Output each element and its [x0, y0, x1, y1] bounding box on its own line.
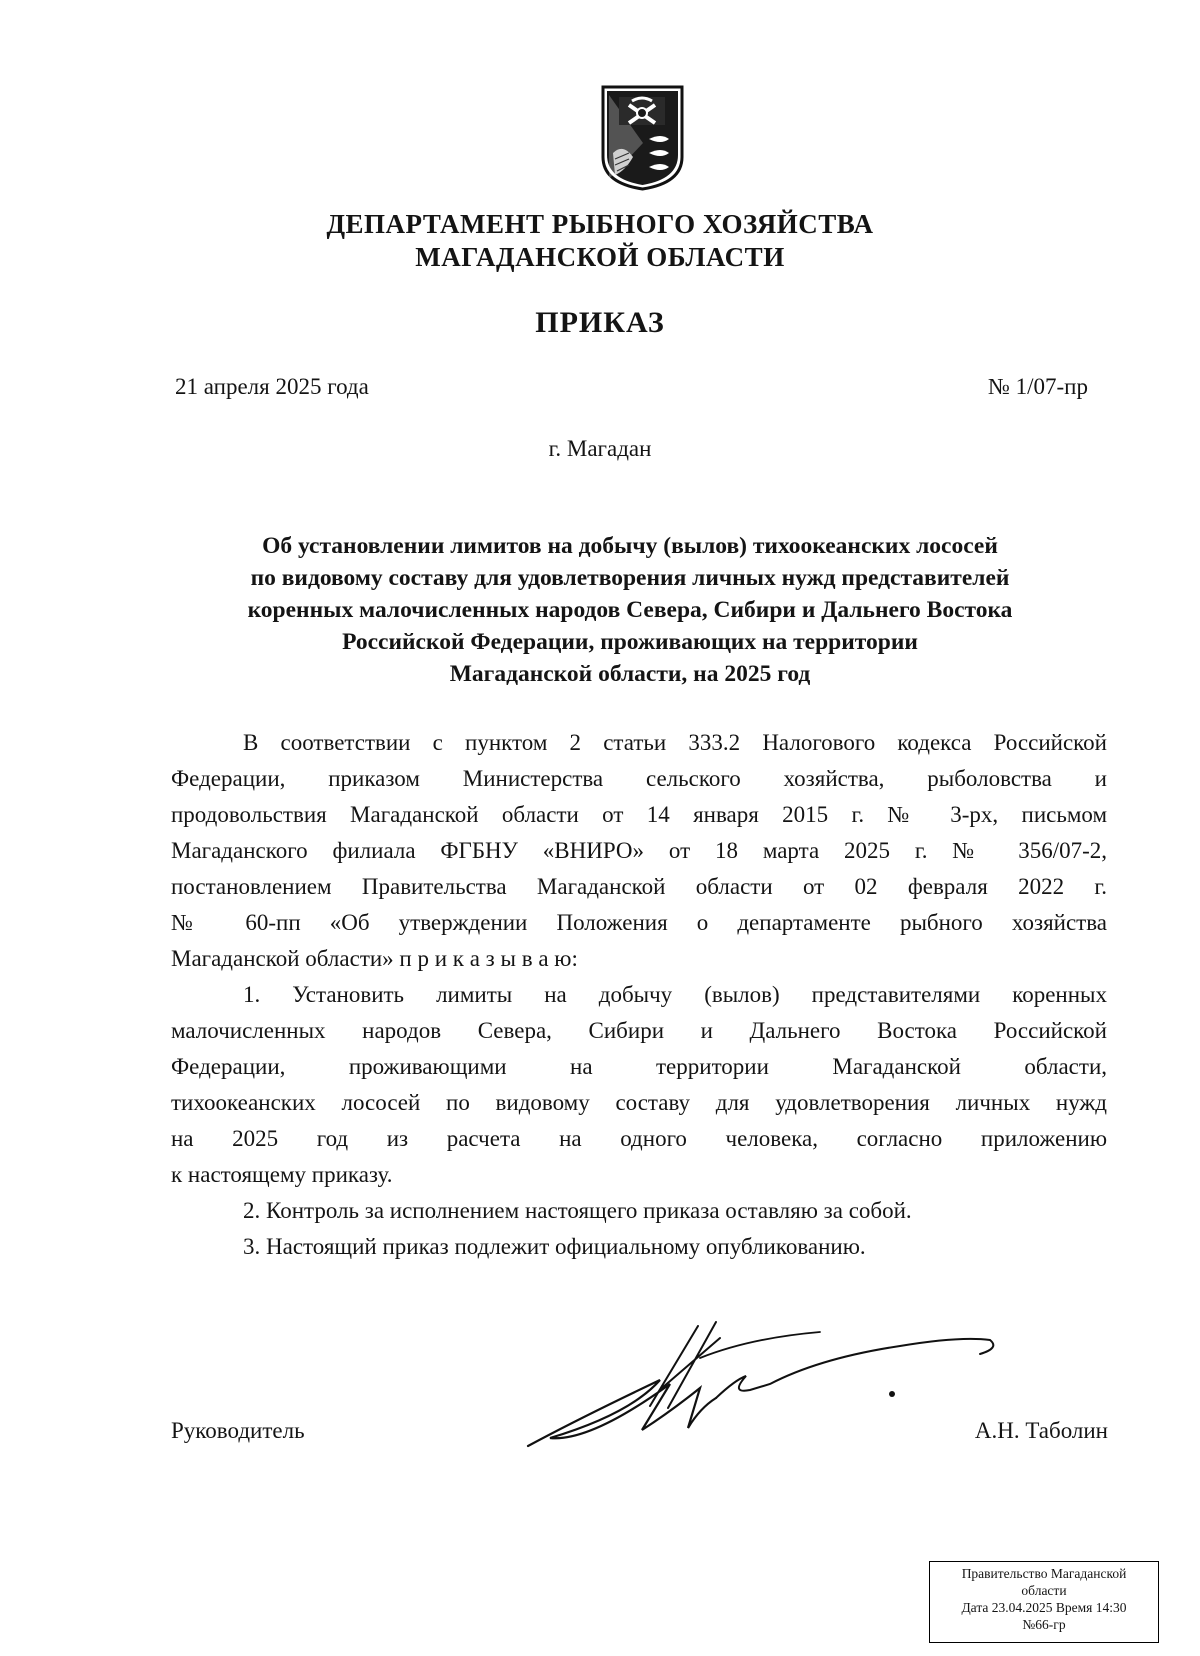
item1-line: Федерации, проживающими на территории Магаданской области,	[171, 1054, 1107, 1079]
preamble-line: № 60-пп «Об утверждении Положения о департаменте рыбного хозяйства	[171, 910, 1107, 935]
preamble-line: Федерации, приказом Министерства сельского хозяйства, рыболовства и	[171, 766, 1107, 791]
preamble-line: Магаданского филиала ФГБНУ «ВНИРО» от 18 марта 2025 г. № 356/07-2,	[171, 838, 1107, 863]
stamp-line: Правительство Магаданской	[961, 1566, 1127, 1581]
department-name-line1: ДЕПАРТАМЕНТ РЫБНОГО ХОЗЯЙСТВА	[326, 209, 874, 239]
item1-line: к настоящему приказу.	[171, 1162, 393, 1187]
item2-text: 2. Контроль за исполнением настоящего приказа оставляю за собой.	[243, 1198, 912, 1223]
coat-of-arms-emblem	[599, 83, 686, 191]
subject-line: по видовому составу для удовлетворения личных нужд представителей	[250, 565, 1010, 591]
item3-text: 3. Настоящий приказ подлежит официальному опубликованию.	[243, 1234, 866, 1259]
order-number: № 1/07-пр	[987, 374, 1088, 399]
preamble-line: В соответствии с пунктом 2 статьи 333.2 Налогового кодекса Российской	[243, 730, 1107, 755]
order-subject	[160, 530, 1100, 690]
subject-line: коренных малочисленных народов Севера, Сибири и Дальнего Востока	[247, 597, 1013, 623]
subject-line: Об установлении лимитов на добычу (вылов) тихоокеанских лососей	[262, 533, 998, 559]
preamble-line: продовольствия Магаданской области от 14 января 2015 г. № 3-рх, письмом	[171, 802, 1107, 827]
item1-line: на 2025 год из расчета на одного человека, согласно приложению	[171, 1126, 1107, 1151]
registration-stamp	[929, 1561, 1159, 1643]
item1-line: 1. Установить лимиты на добычу (вылов) представителями коренных	[243, 982, 1107, 1007]
signatory-role: Руководитель	[171, 1418, 305, 1443]
preamble-line: постановлением Правительства Магаданской области от 02 февраля 2022 г.	[171, 874, 1107, 899]
order-date: 21 апреля 2025 года	[175, 374, 369, 399]
department-name-line2: МАГАДАНСКОЙ ОБЛАСТИ	[415, 242, 785, 272]
document-title: ПРИКАЗ	[535, 306, 665, 339]
subject-line: Российской Федерации, проживающих на территории	[342, 629, 918, 655]
signatory-name: А.Н. Таболин	[974, 1418, 1108, 1443]
stamp-line: области	[1021, 1583, 1067, 1598]
order-city: г. Магадан	[548, 436, 652, 461]
item1-line: тихоокеанских лососей по видовому составу для удовлетворения личных нужд	[171, 1090, 1107, 1115]
order-body	[171, 725, 1107, 1265]
item1-line: малочисленных народов Севера, Сибири и Дальнего Востока Российской	[171, 1018, 1107, 1043]
handwritten-signature	[520, 1318, 1060, 1468]
stamp-line: №66-гр	[1022, 1617, 1066, 1632]
stamp-line: Дата 23.04.2025 Время 14:30	[961, 1600, 1127, 1615]
subject-line: Магаданской области, на 2025 год	[449, 661, 811, 687]
preamble-line: Магаданской области» п р и к а з ы в а ю:	[171, 946, 578, 971]
